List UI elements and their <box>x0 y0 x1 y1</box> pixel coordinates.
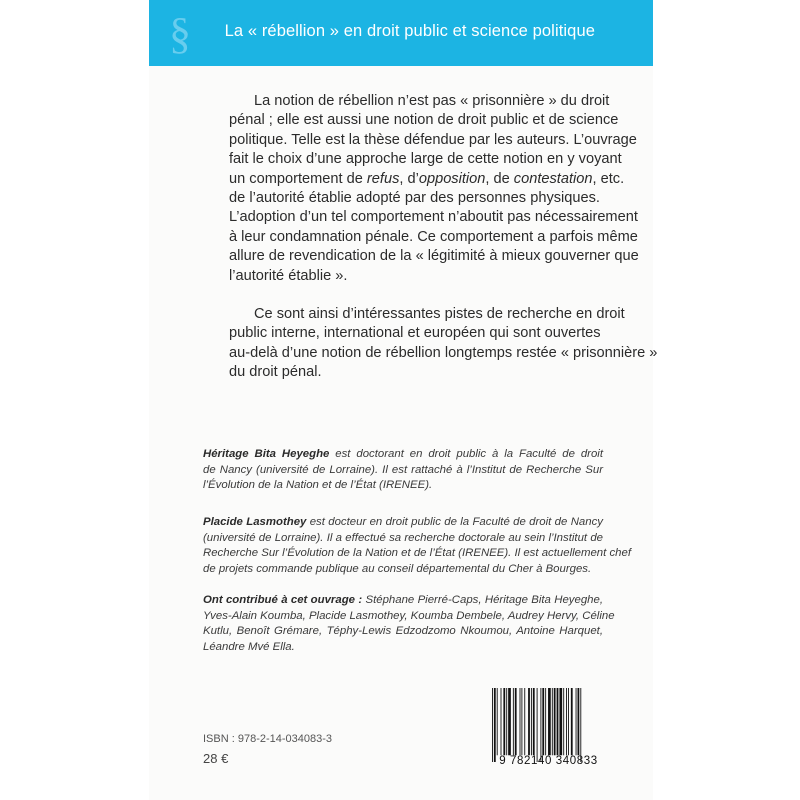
bio-line: (université de Lorraine). Il a effectué sa recherche doctorale au sein l’Institut de <box>203 531 603 544</box>
barcode-bar <box>494 688 496 762</box>
contributors <box>203 593 615 655</box>
summary-line: allure de revendication de la « légitimité à mieux gouverner que <box>229 248 639 265</box>
bio-line: Placide Lasmothey est docteur en droit public de la Faculté de droit de Nancy <box>203 516 603 528</box>
summary-line: fait le choix d’une approche large de cette notion en y voyant <box>229 151 622 168</box>
bio-line: Léandre Mvé Ella. <box>203 640 295 653</box>
summary-line: La notion de rébellion n’est pas « prisonnière » du droit <box>254 93 610 109</box>
barcode <box>490 688 607 762</box>
barcode-bar <box>515 688 517 755</box>
contributors-label: Ont contribué à cet ouvrage : <box>203 594 363 606</box>
bio-line: Ont contribué à cet ouvrage : Stéphane Pierré-Caps, Héritage Bita Heyeghe, <box>203 594 603 606</box>
barcode-bar <box>554 688 556 755</box>
barcode-bar <box>513 688 514 755</box>
barcode-bar <box>563 688 564 755</box>
barcode-bar <box>537 688 538 762</box>
summary-line: l’autorité établie ». <box>229 267 348 284</box>
barcode-bar <box>578 688 580 755</box>
author-bio-2 <box>203 515 631 577</box>
barcode-bar <box>566 688 567 755</box>
barcode-bar <box>497 688 498 755</box>
summary-line: du droit pénal. <box>229 364 322 381</box>
barcode-bar <box>571 688 573 755</box>
barcode-bar <box>568 688 569 755</box>
barcode-bar <box>552 688 553 755</box>
section-sign-logo: § <box>169 9 191 58</box>
barcode-bar <box>576 688 577 755</box>
summary-line: public interne, international et européen qui sont ouvertes <box>229 325 601 342</box>
barcode-bar <box>501 688 502 755</box>
barcode-bar <box>506 688 507 755</box>
summary-paragraph-1 <box>229 92 639 286</box>
summary-line: Ce sont ainsi d’intéressantes pistes de recherche en droit <box>254 305 625 322</box>
barcode-bar <box>524 688 525 755</box>
barcode-bar <box>531 688 532 755</box>
barcode-bar <box>548 688 551 755</box>
author-name: Placide Lasmothey <box>203 516 307 528</box>
bio-line: Héritage Bita Heyeghe est doctorant en droit public à la Faculté de droit <box>203 448 603 460</box>
barcode-bar <box>508 688 511 755</box>
barcode-bar <box>542 688 544 755</box>
barcode-bar <box>580 688 581 762</box>
summary-paragraph-2 <box>229 305 658 383</box>
summary-line: pénal ; elle est aussi une notion de droit public et de science <box>229 112 619 129</box>
bio-line: l’Évolution de la Nation et de l’État (IRENEE). <box>203 479 433 492</box>
price: 28 € <box>203 751 229 766</box>
summary-line: L’adoption d’un tel comportement n’aboutit pas nécessairement <box>229 209 638 226</box>
barcode-bar <box>503 688 505 755</box>
barcode-bar <box>557 688 559 755</box>
summary-text <box>229 92 658 382</box>
series-title: La « rébellion » en droit public et science politique <box>224 22 595 40</box>
summary-line: de l’autorité établie adopté par des personnes physiques. <box>229 189 600 206</box>
barcode-bar <box>540 688 541 762</box>
barcode-bar <box>545 688 546 755</box>
summary-line: au-delà d’une notion de rébellion longtemps restée « prisonnière » <box>229 344 658 361</box>
barcode-bar <box>528 688 530 755</box>
bio-line: Yves-Alain Koumba, Placide Lasmothey, Koumba Dembele, Audrey Hervy, Céline <box>203 609 615 622</box>
isbn: ISBN : 978-2-14-034083-3 <box>203 733 333 745</box>
summary-line: politique. Telle est la thèse défendue par les auteurs. L’ouvrage <box>229 131 637 148</box>
barcode-bar <box>521 688 522 755</box>
barcode-bar <box>559 688 562 755</box>
bio-line: Recherche Sur l’Évolution de la Nation et de l’État (IRENEE). Il est actuellement chef <box>203 547 631 560</box>
barcode-digits: 9 782140 340833 <box>499 755 598 767</box>
summary-line-emphasis: un comportement de refus, d’opposition, de contestation, etc. <box>229 170 625 187</box>
barcode-bar <box>520 688 521 755</box>
header-band <box>149 0 653 66</box>
bio-line: Kutlu, Benoît Grémare, Téphy-Lewis Edzodzomo Nkoumou, Antoine Harquet, <box>203 625 603 638</box>
barcode-bar <box>492 688 493 762</box>
summary-line: à leur condamnation pénale. Ce comportement a parfois même <box>229 228 638 245</box>
back-cover <box>149 0 658 800</box>
author-name: Héritage Bita Heyeghe <box>203 448 330 460</box>
barcode-bar <box>533 688 535 755</box>
bio-line: de Nancy (université de Lorraine). Il est rattaché à l’Institut de Recherche Sur <box>203 463 603 476</box>
author-bio-1 <box>203 447 603 494</box>
bio-line: de projets commande publique au conseil départemental du Cher à Bourges. <box>203 562 592 575</box>
